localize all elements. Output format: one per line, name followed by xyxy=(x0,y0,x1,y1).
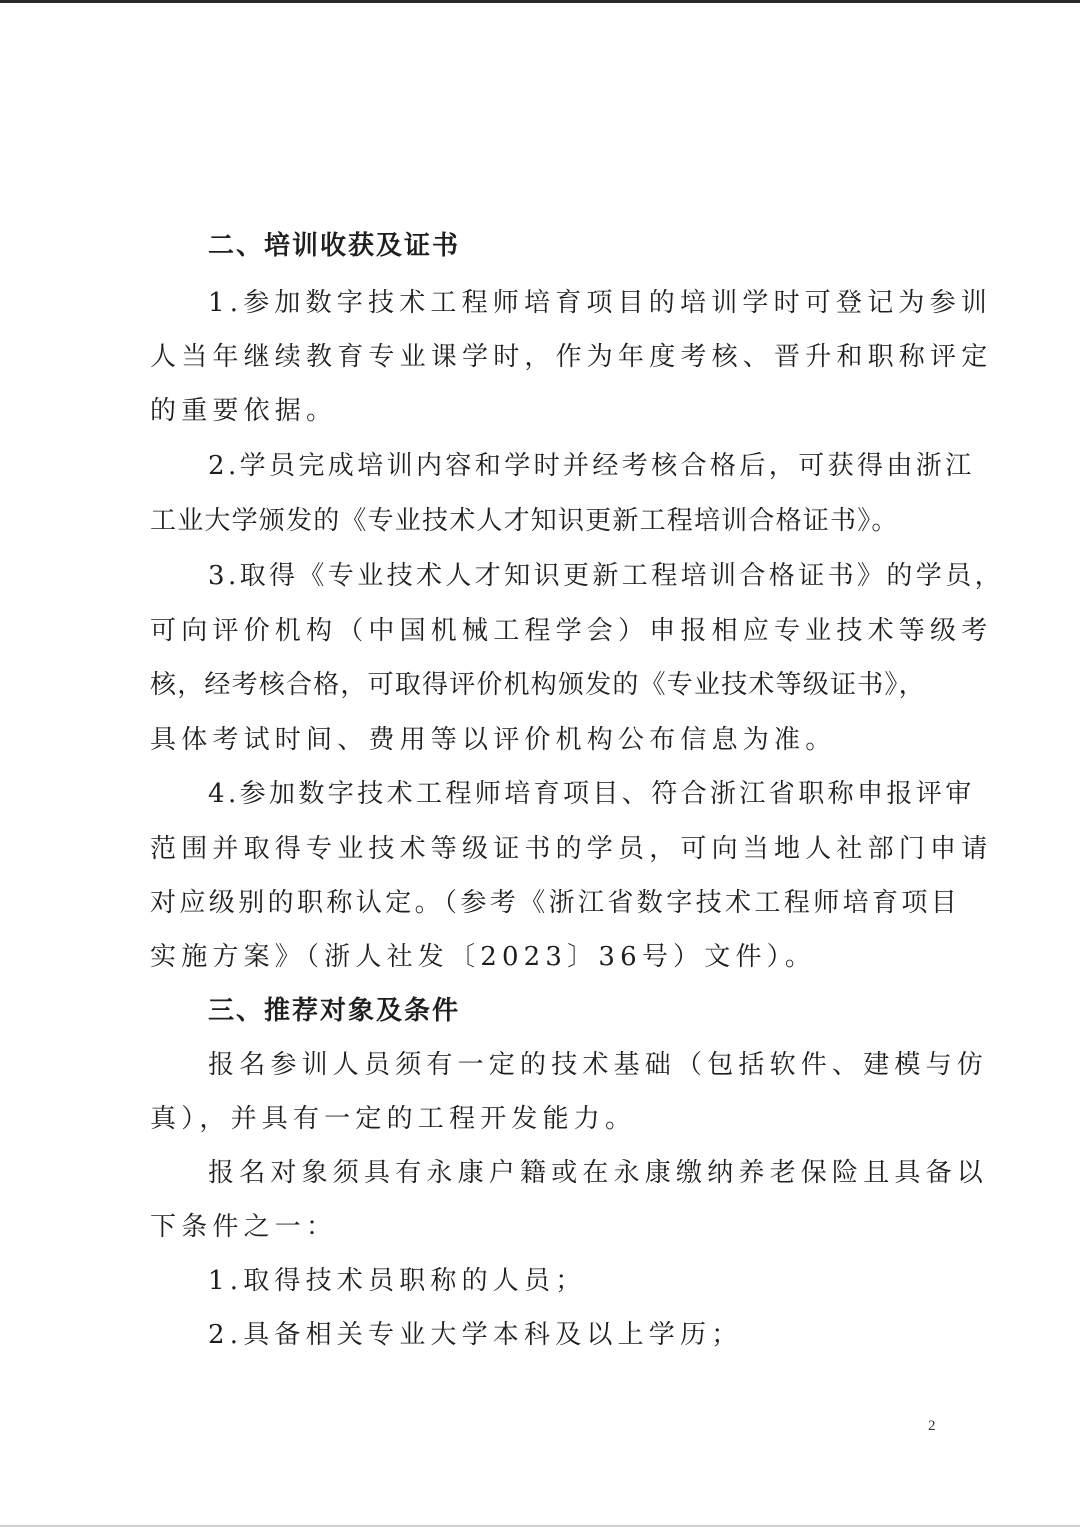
paragraph-text: 报名对象须具有永康户籍或在永康缴纳养老保险且具备以 xyxy=(208,1158,989,1188)
paragraph-text: 2.学员完成培训内容和学时并经考核合格后，可获得由浙江 xyxy=(208,451,975,481)
scan-edge-top xyxy=(0,0,1080,3)
paragraph-text: 可向评价机构（中国机械工程学会）申报相应专业技术等级考 xyxy=(150,616,993,646)
paragraph-text: 的重要依据。 xyxy=(150,396,338,426)
paragraph-text: 工业大学颁发的《专业技术人才知识更新工程培训合格证书》。 xyxy=(150,506,899,536)
paragraph-text: 3.取得《专业技术人才知识更新工程培训合格证书》的学员， xyxy=(208,561,1005,591)
section-heading-training-outcomes: 二、培训收获及证书 xyxy=(208,231,461,261)
paragraph-text: 4.参加数字技术工程师培育项目、符合浙江省职称申报评审 xyxy=(208,779,975,809)
paragraph-text: 1.参加数字技术工程师培育项目的培训学时可登记为参训 xyxy=(208,288,993,318)
paragraph-text: 具体考试时间、费用等以评价机构公布信息为准。 xyxy=(150,725,837,755)
paragraph-text: 真），并具有一定的工程开发能力。 xyxy=(150,1104,637,1134)
paragraph-text: 人当年继续教育专业课学时，作为年度考核、晋升和职称评定 xyxy=(150,342,993,372)
paragraph-text: 范围并取得专业技术等级证书的学员，可向当地人社部门申请 xyxy=(150,834,993,864)
paragraph-text: 实施方案》（浙人社发〔2023〕36号）文件）。 xyxy=(150,942,817,972)
list-item: 1.取得技术员职称的人员； xyxy=(208,1266,587,1296)
list-item: 2.具备相关专业大学本科及以上学历； xyxy=(208,1320,743,1350)
paragraph-text: 下条件之一： xyxy=(150,1212,338,1242)
paragraph-text: 核，经考核合格，可取得评价机构颁发的《专业技术等级证书》， xyxy=(150,670,926,700)
paragraph-text: 报名参训人员须有一定的技术基础（包括软件、建模与仿 xyxy=(208,1050,989,1080)
paragraph-text: 对应级别的职称认定。（参考《浙江省数字技术工程师培育项目 xyxy=(150,888,961,918)
section-heading-eligibility: 三、推荐对象及条件 xyxy=(208,996,461,1026)
page-number: 2 xyxy=(928,1418,936,1434)
